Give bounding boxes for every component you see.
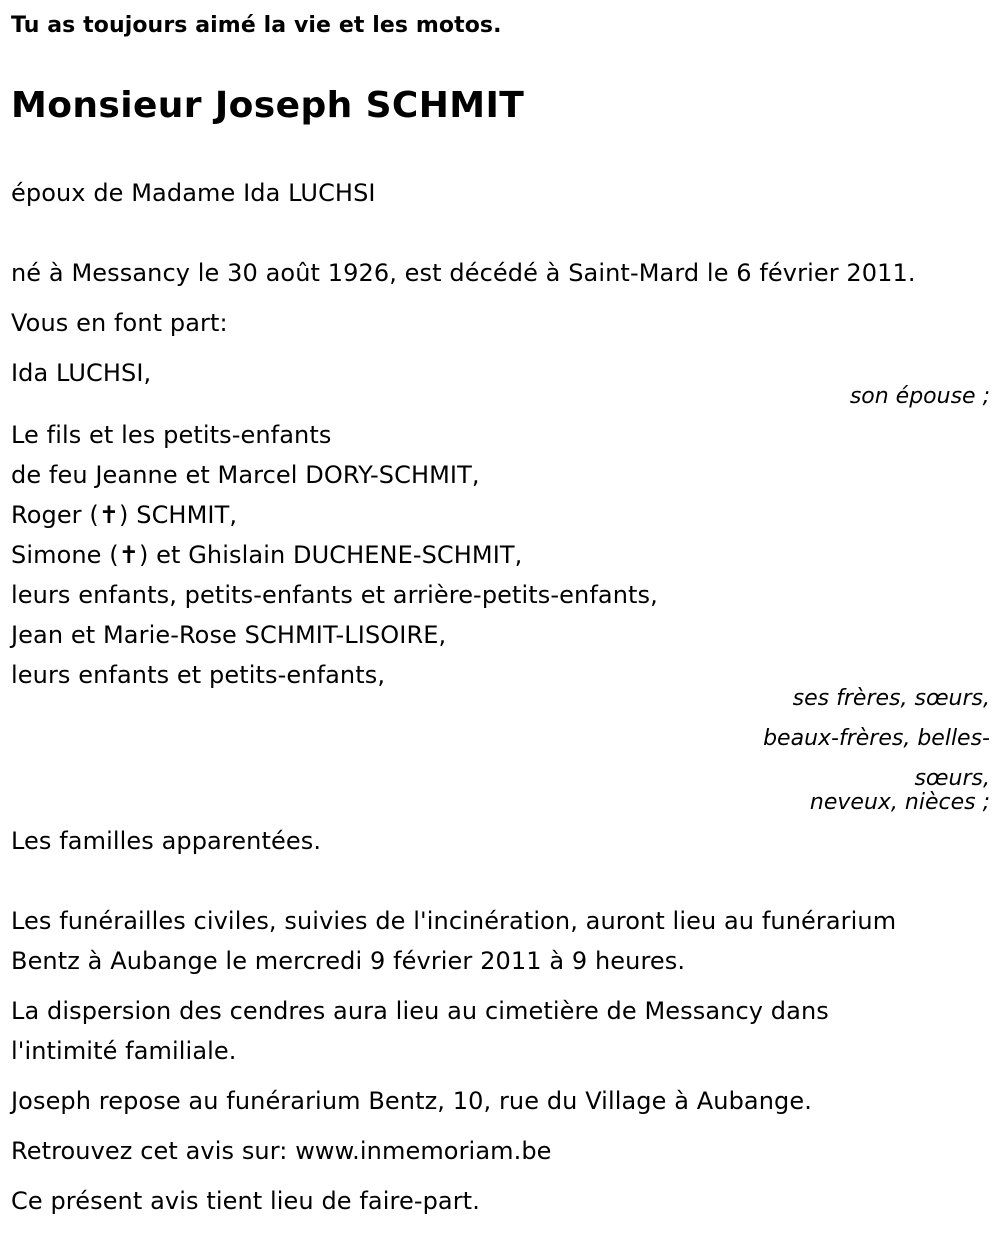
related-families: Les familles apparentées. bbox=[11, 827, 322, 855]
spouse-line: époux de Madame Ida LUCHSI bbox=[11, 179, 376, 207]
family-relation-line: sœurs, bbox=[914, 766, 990, 791]
closing-line: Ce présent avis tient lieu de faire-part. bbox=[11, 1187, 480, 1215]
family-relation-line: beaux-frères, belles- bbox=[763, 726, 990, 751]
website-line: Retrouvez cet avis sur: www.inmemoriam.be bbox=[11, 1137, 552, 1165]
family-line: leurs enfants, petits-enfants et arrière-petits-enfants, bbox=[11, 581, 658, 609]
family-line: leurs enfants et petits-enfants, bbox=[11, 661, 386, 689]
family-line: de feu Jeanne et Marcel DORY-SCHMIT, bbox=[11, 461, 480, 489]
family-relation-line: neveux, nièces ; bbox=[809, 790, 990, 815]
dispersion-line: La dispersion des cendres aura lieu au cimetière de Messancy dans bbox=[11, 997, 829, 1025]
motto: Tu as toujours aimé la vie et les motos. bbox=[11, 13, 502, 38]
deceased-name: Monsieur Joseph SCHMIT bbox=[11, 85, 525, 126]
family-relation-line: ses frères, sœurs, bbox=[792, 686, 990, 711]
dispersion-line: l'intimité familiale. bbox=[11, 1037, 237, 1065]
intro-line: Vous en font part: bbox=[11, 309, 228, 337]
family-line: Jean et Marie-Rose SCHMIT-LISOIRE, bbox=[11, 621, 447, 649]
family-line: Roger (✝) SCHMIT, bbox=[11, 501, 238, 529]
spouse-relation: son épouse ; bbox=[849, 384, 990, 409]
family-line: Le fils et les petits-enfants bbox=[11, 421, 332, 449]
spouse-name: Ida LUCHSI, bbox=[11, 359, 152, 387]
birth-death-line: né à Messancy le 30 août 1926, est décédé à Saint-Mard le 6 février 2011. bbox=[11, 259, 916, 287]
family-line: Simone (✝) et Ghislain DUCHENE-SCHMIT, bbox=[11, 541, 523, 569]
funeral-line: Les funérailles civiles, suivies de l'incinération, auront lieu au funérarium bbox=[11, 907, 897, 935]
funeral-line: Bentz à Aubange le mercredi 9 février 2011 à 9 heures. bbox=[11, 947, 686, 975]
repose-line: Joseph repose au funérarium Bentz, 10, rue du Village à Aubange. bbox=[11, 1087, 812, 1115]
